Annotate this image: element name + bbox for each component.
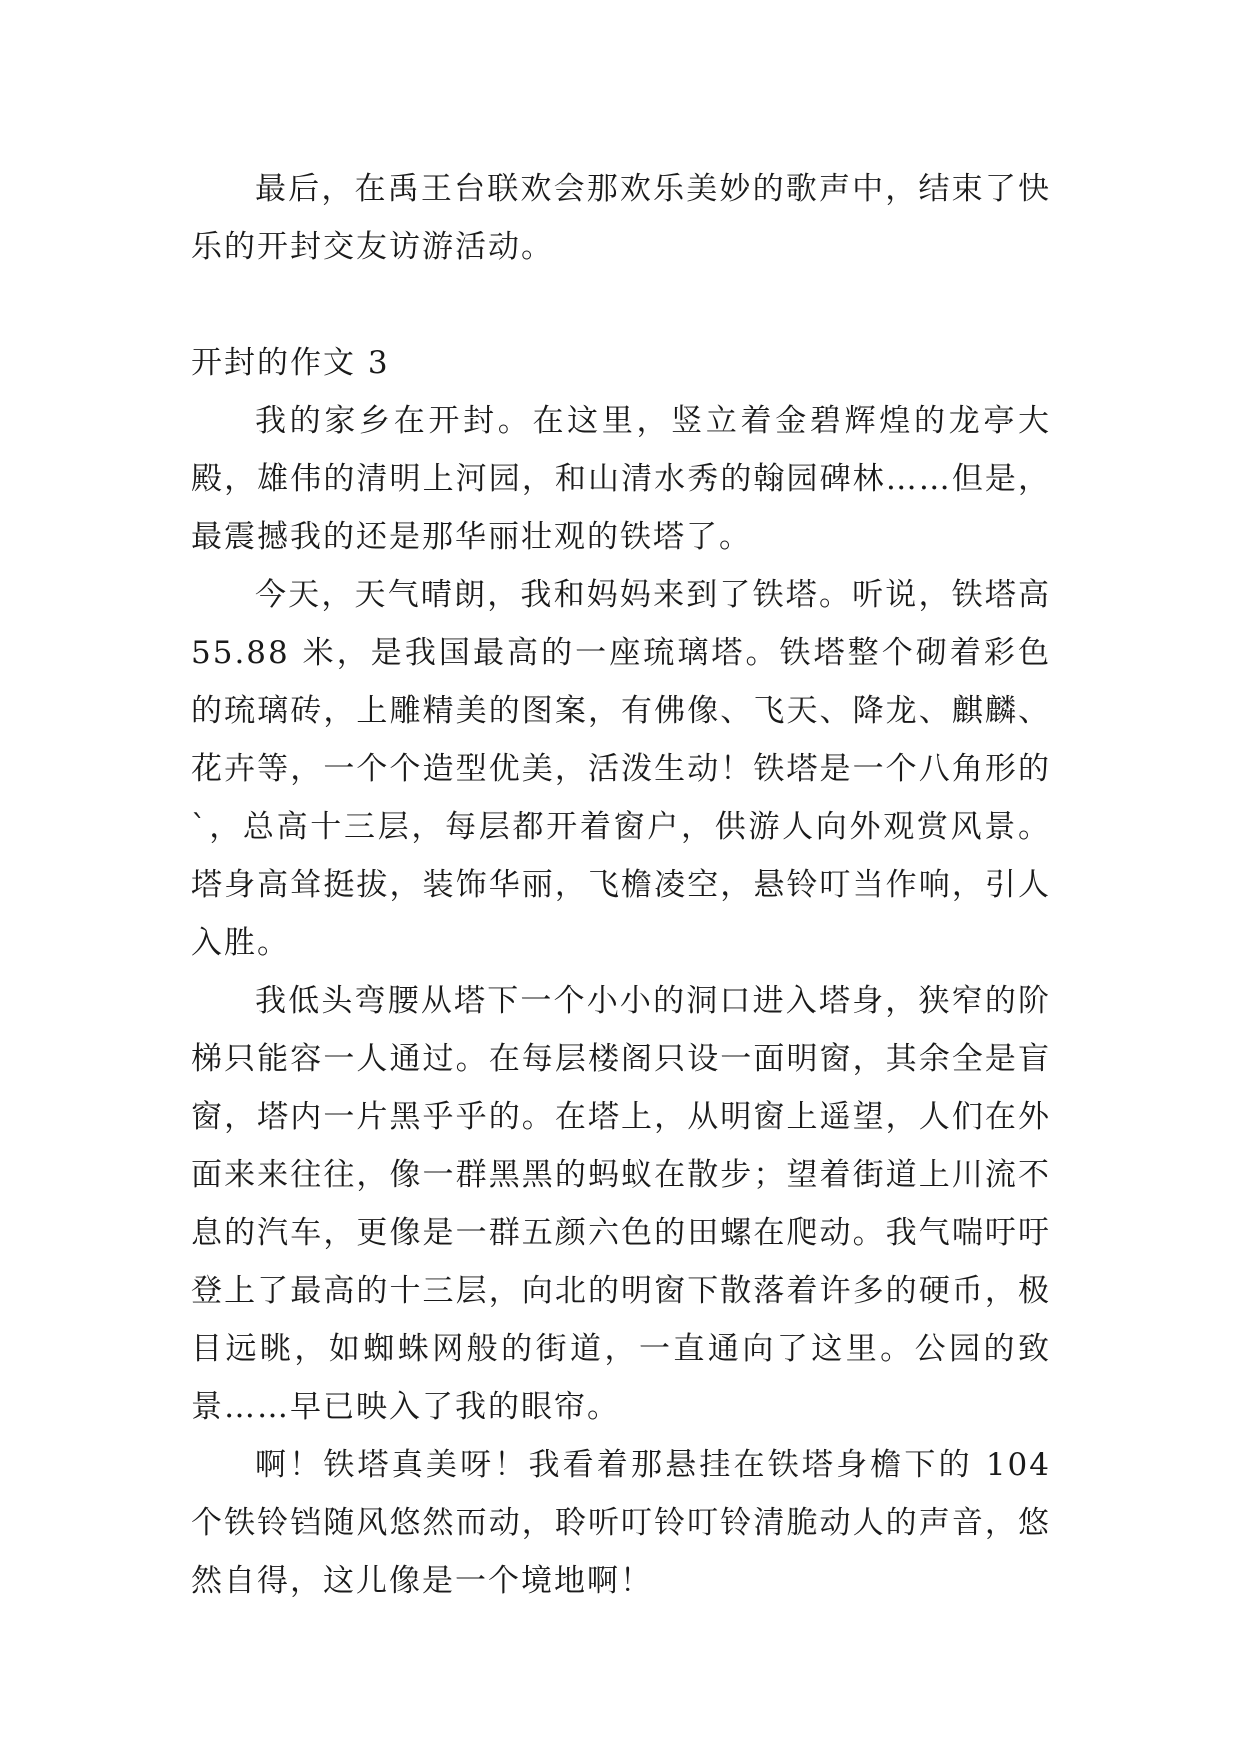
paragraph-intro: 我的家乡在开封。在这里，竖立着金碧辉煌的龙亭大殿，雄伟的清明上河园，和山清水秀的翰园碑林……但是，最震撼我的还是那华丽壮观的铁塔了。 <box>191 403 1051 555</box>
document-body <box>191 160 1051 1610</box>
paragraph-tower-description: 今天，天气晴朗，我和妈妈来到了铁塔。听说，铁塔高 55.88 米，是我国最高的一座琉璃塔。铁塔整个砌着彩色的琉璃砖，上雕精美的图案，有佛像、飞天、降龙、麒麟、花卉等，一个个造型优美，活泼生动！铁塔是一个八角形的`，总高十三层，每层都开着窗户，供游人向外观赏风景。塔身高耸挺拔，装饰华丽，飞檐凌空，悬铃叮当作响，引人入胜。 <box>191 577 1051 961</box>
paragraph-climbing: 我低头弯腰从塔下一个小小的洞口进入塔身，狭窄的阶梯只能容一人通过。在每层楼阁只设一面明窗，其余全是盲窗，塔内一片黑乎乎的。在塔上，从明窗上遥望，人们在外面来来往往，像一群黑黑的蚂蚁在散步；望着街道上川流不息的汽车，更像是一群五颜六色的田螺在爬动。我气喘吁吁登上了最高的十三层，向北的明窗下散落着许多的硬币，极目远眺，如蜘蛛网般的街道，一直通向了这里。公园的致景……早已映入了我的眼帘。 <box>191 983 1051 1425</box>
paragraph-closing: 最后，在禹王台联欢会那欢乐美妙的歌声中，结束了快乐的开封交友访游活动。 <box>191 171 1051 265</box>
paragraph-conclusion: 啊！铁塔真美呀！我看着那悬挂在铁塔身檐下的 104 个铁铃铛随风悠然而动，聆听叮铃叮铃清脆动人的声音，悠然自得，这儿像是一个境地啊！ <box>191 1447 1051 1599</box>
section-title: 开封的作文 3 <box>191 345 390 381</box>
